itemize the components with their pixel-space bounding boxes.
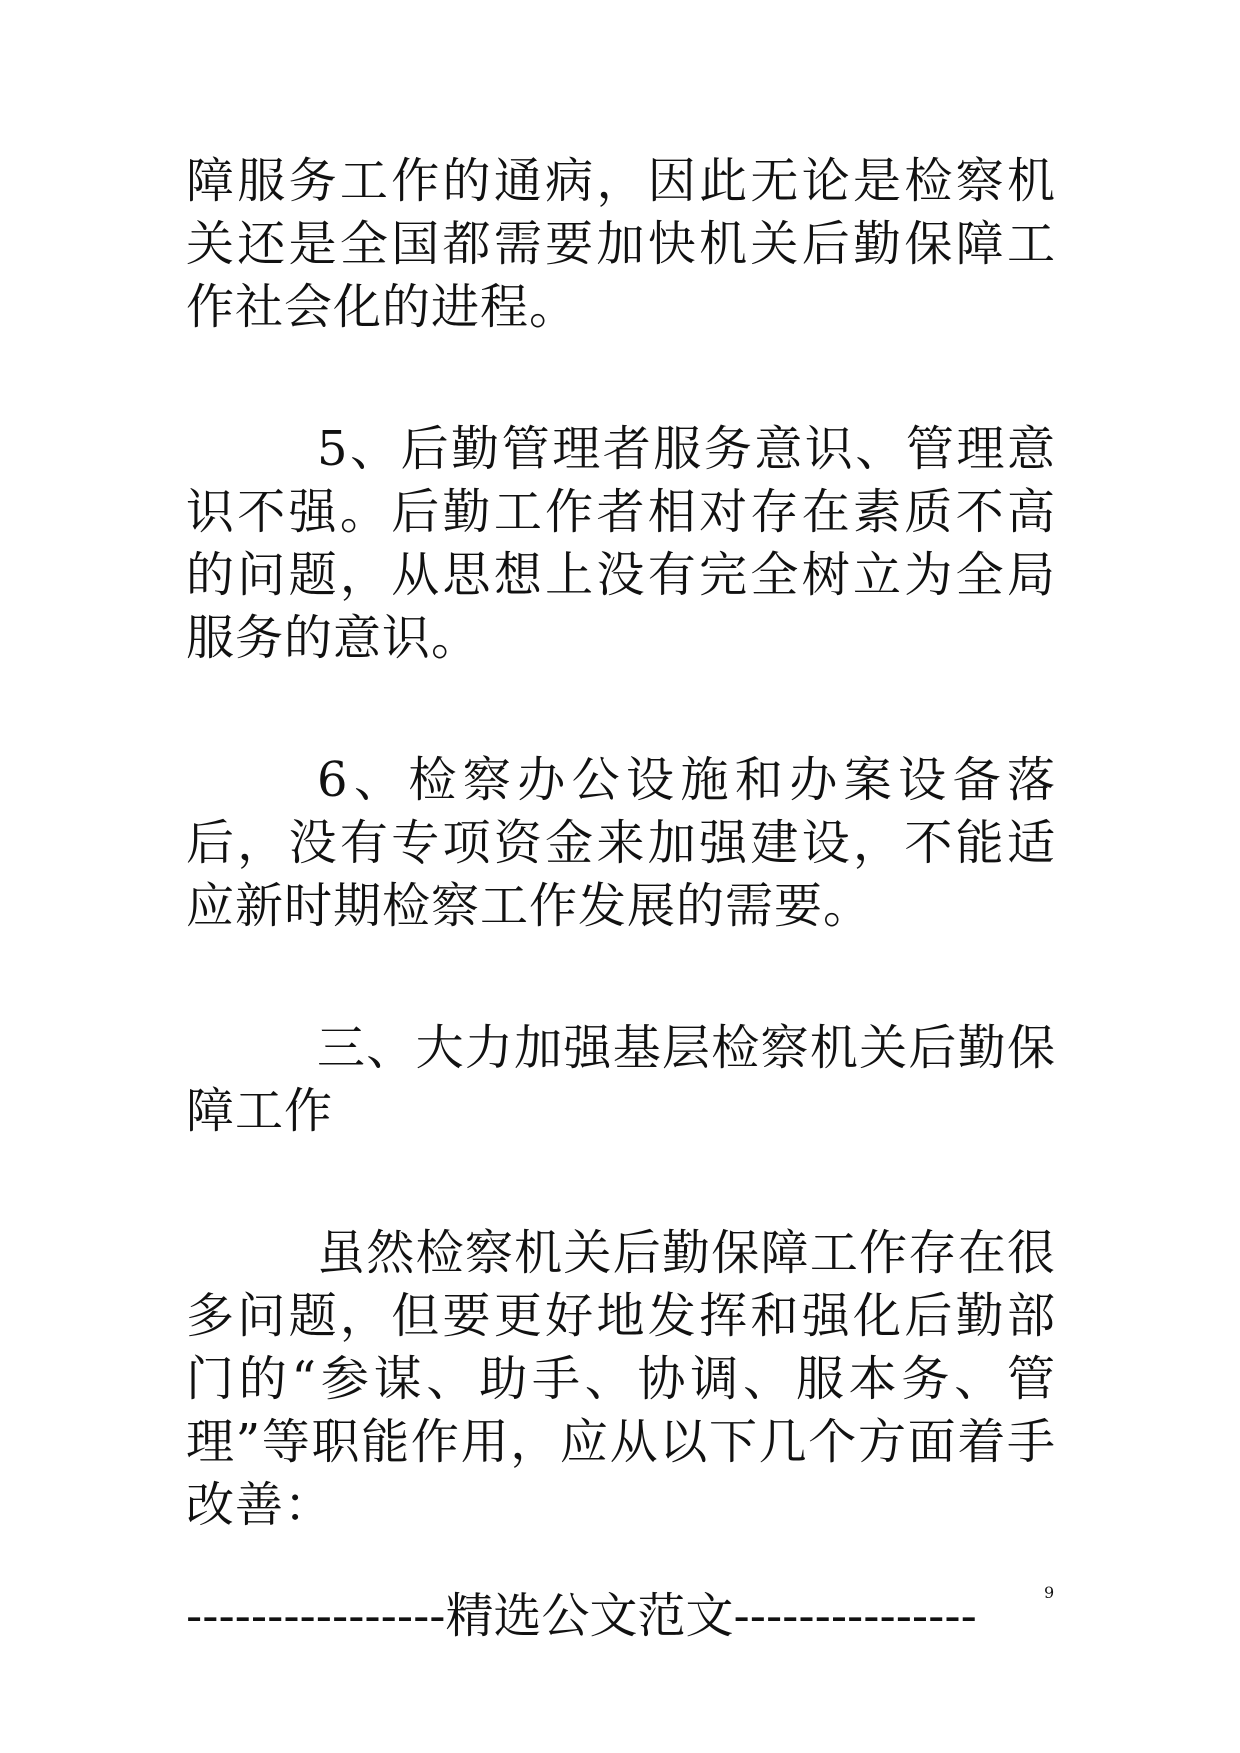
page-footer: ----------------精选公文范文---------------	[186, 1588, 977, 1644]
paragraph-item-5: 5、后勤管理者服务意识、管理意识不强。后勤工作者相对存在素质不高的问题，从思想上没有完全树立为全局服务的意识。	[186, 421, 1056, 666]
page-number: 9	[1044, 1583, 1055, 1602]
paragraph-item-6: 6、检察办公设施和办案设备落后，没有专项资金来加强建设，不能适应新时期检察工作发展的需要。	[186, 752, 1056, 934]
paragraph-continuation: 障服务工作的通病，因此无论是检察机关还是全国都需要加快机关后勤保障工作社会化的进程。	[186, 153, 1056, 335]
body-text	[186, 150, 1056, 1537]
paragraph-intro: 虽然检察机关后勤保障工作存在很多问题，但要更好地发挥和强化后勤部门的“参谋、助手、协调、服本务、管理”等职能作用，应从以下几个方面着手改善：	[186, 1225, 1056, 1533]
section-heading-3: 三、大力加强基层检察机关后勤保障工作	[186, 1020, 1056, 1139]
